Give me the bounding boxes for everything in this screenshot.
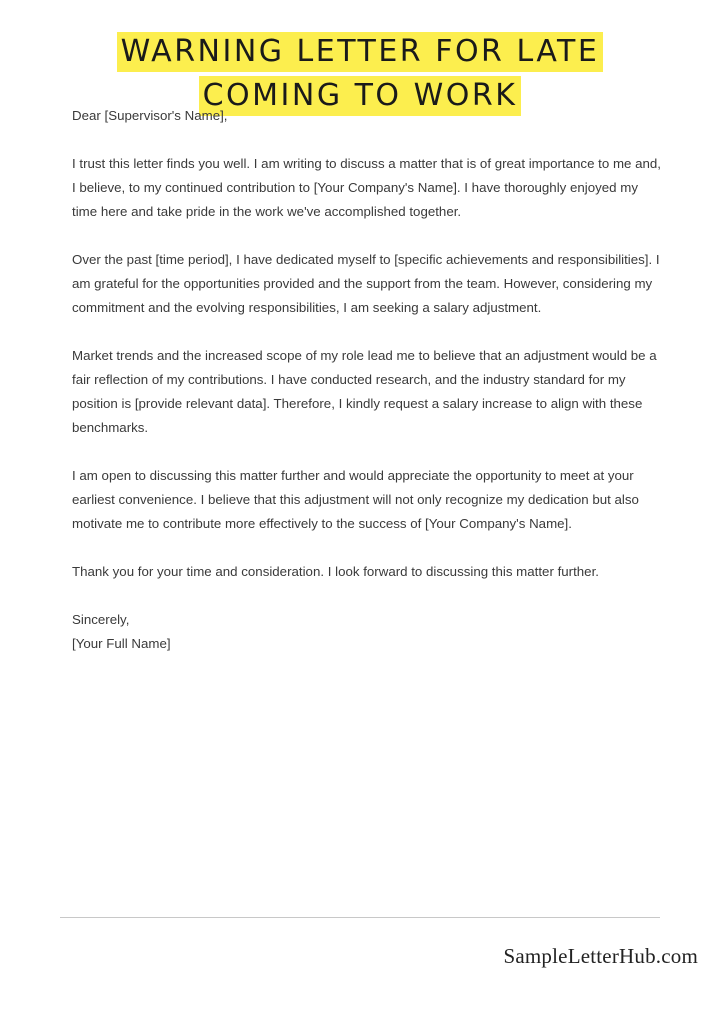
title-line-2: COMING TO WORK — [199, 76, 522, 116]
footer-divider — [60, 917, 660, 918]
paragraph-2: Over the past [time period], I have dedicated myself to [specific achievements and responsibilities]. I am grateful for the opportunities provided and the support from the team. However, considering my commitment and the evolving responsibilities, I am seeking a salary adjustment. — [72, 252, 660, 315]
closing: Sincerely, — [72, 612, 130, 627]
paragraph-4: I am open to discussing this matter further and would appreciate the opportunity to meet at your earliest convenience. I believe that this adjustment will not only recognize my dedication but also motivate me to contribute more effectively to the success of [Your Company's Name]. — [72, 468, 639, 531]
title-line-1: WARNING LETTER FOR LATE — [117, 32, 604, 72]
paragraph-5: Thank you for your time and consideration. I look forward to discussing this matter further. — [72, 564, 599, 579]
signature: [Your Full Name] — [72, 636, 171, 651]
letter-body — [72, 104, 662, 656]
brand-logo: SampleLetterHub.com — [503, 944, 698, 968]
paragraph-1: I trust this letter finds you well. I am writing to discuss a matter that is of great importance to me and, I believe, to my continued contribution to [Your Company's Name]. I have thoroughly enjoyed my time here and take pride in the work we've accomplished together. — [72, 156, 662, 219]
paragraph-3: Market trends and the increased scope of my role lead me to believe that an adjustment would be a fair reflection of my contributions. I have conducted research, and the industry standard for my position is [provide relevant data]. Therefore, I kindly request a salary increase to align with these benchmarks. — [72, 348, 657, 435]
salutation: Dear [Supervisor's Name], — [72, 108, 228, 123]
